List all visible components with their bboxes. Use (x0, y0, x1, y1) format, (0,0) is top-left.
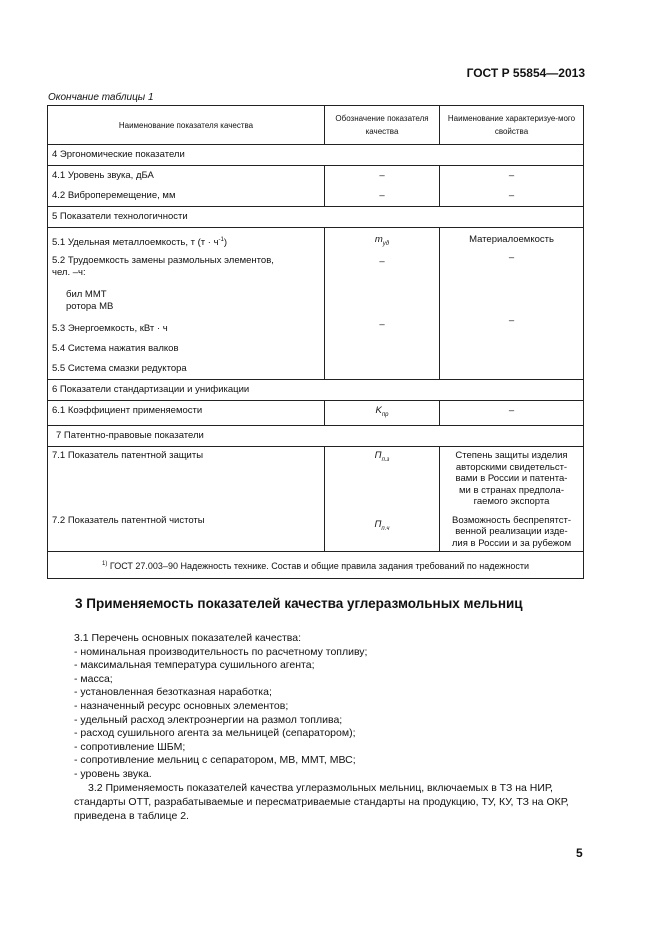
row-property-line: Степень защиты изделия (455, 450, 568, 462)
row-property-line: вами в России и патента- (455, 473, 568, 485)
row-name: 6.1 Коэффициент применяемости (52, 405, 203, 417)
section-row (48, 207, 584, 228)
table-row (48, 401, 584, 426)
row-subitem: бил ММТ (66, 289, 107, 301)
list-item: - удельный расход электроэнергии на размол топлива; (74, 713, 343, 726)
list-item: - максимальная температура сушильного агента; (74, 659, 315, 672)
section-row (48, 380, 584, 401)
list-intro: 3.1 Перечень основных показателей качества: (74, 632, 301, 644)
row-property-line: венной реализации изде- (455, 526, 568, 538)
row-name: 4.2 Виброперемещение, мм (52, 190, 176, 201)
row-property-line: лия в России и за рубежом (451, 537, 572, 549)
list-item: - назначенный ресурс основных элементов; (74, 699, 289, 712)
list-item: - сопротивление ШБМ; (74, 740, 186, 753)
list-item: - установленная безотказная наработка; (74, 686, 272, 699)
col-header-name: Наименование показателя качества (48, 106, 325, 145)
indicators-list (74, 632, 367, 782)
list-item: - уровень звука. (74, 767, 152, 780)
row-name-cont: чел. –ч: (52, 267, 86, 279)
section-title: 6 Показатели стандартизации и унификации (48, 380, 584, 401)
row-property: – (508, 315, 515, 326)
paragraph-3-2: 3.2 Применяемость показателей качества углеразмольных мельниц, включаемых в ТЗ на НИР, стандарты ОТТ, разрабатываемые и пересматриваемые стандарты на продукцию, ТУ, КУ, ТЗ на ОКР, приведена в таблице 2. (74, 782, 569, 822)
row-subitem: ротора МВ (66, 301, 114, 313)
row-name: 5.5 Система смазки редуктора (52, 363, 187, 375)
quality-indicators-table (47, 105, 584, 579)
list-item: - расход сушильного агента за мельницей (сепаратором); (74, 727, 356, 740)
table-row (48, 447, 584, 552)
table-header-row (48, 106, 584, 145)
list-item: - сопротивление мельниц с сепаратором, МВ, ММТ, МВС; (74, 754, 356, 767)
row-property-line: авторскими свидетельст- (455, 461, 568, 473)
row-symbol: $K_{пр}$ (375, 405, 389, 419)
row-symbol: – (379, 255, 385, 267)
row-property-line: Возможность беспрепятст- (451, 514, 572, 526)
row-symbol: – (379, 170, 385, 181)
col-header-property: Наименование характеризуе-мого свойства (440, 106, 584, 145)
list-item: - номинальная производительность по расчетному топливу; (74, 645, 368, 658)
standard-number: ГОСТ Р 55854—2013 (466, 66, 585, 80)
row-name: 7.2 Показатель патентной чистоты (52, 515, 205, 527)
row-property: Материалоемкость (469, 234, 554, 245)
section-title: 5 Показатели технологичности (48, 207, 584, 228)
table-row (48, 166, 584, 207)
table-row (48, 228, 584, 380)
section-heading: 3 Применяемость показателей качества углеразмольных мельниц (75, 596, 523, 611)
row-symbol: $m_{уд}$ (374, 234, 390, 247)
row-property: – (508, 252, 515, 263)
table-caption: Окончание таблицы 1 (48, 92, 154, 103)
row-name: 5.3 Энергоемкость, кВт · ч (52, 323, 168, 335)
row-symbol: – (379, 190, 385, 201)
row-property: – (508, 170, 515, 181)
row-name: 5.4 Система нажатия валков (52, 343, 179, 355)
row-name: 5.1 Удельная металлоемкость, т $(т \cdot ч^{-1})$ (52, 237, 228, 249)
row-name: 4.1 Уровень звука, дБА (52, 170, 154, 181)
row-name: 5.2 Трудоемкость замены размольных элементов, (52, 255, 274, 267)
row-property-line: ми в странах предпола- (458, 484, 564, 496)
row-property-line: гаемого экспорта (473, 496, 550, 508)
row-symbol: $П_{п.з}$ (374, 450, 390, 463)
section-title: 7 Патентно-правовые показатели (48, 426, 584, 447)
row-name: 7.1 Показатель патентной защиты (52, 450, 204, 462)
row-symbol: $П_{п.ч}$ (374, 518, 390, 532)
list-item: - масса; (74, 672, 113, 685)
row-property: – (508, 405, 515, 417)
section-title: 4 Эргономические показатели (48, 145, 584, 166)
row-symbol: – (379, 318, 385, 330)
row-property: – (508, 190, 515, 201)
col-header-symbol: Обозначение показателя качества (325, 106, 440, 145)
page-number: 5 (576, 846, 583, 860)
section-row (48, 145, 584, 166)
table-footnote: $^{1)}$ ГОСТ 27.003–90 Надежность технике. Состав и общие правила задания требований по надежности (48, 552, 584, 579)
footnote-row (48, 552, 584, 579)
section-row (48, 426, 584, 447)
